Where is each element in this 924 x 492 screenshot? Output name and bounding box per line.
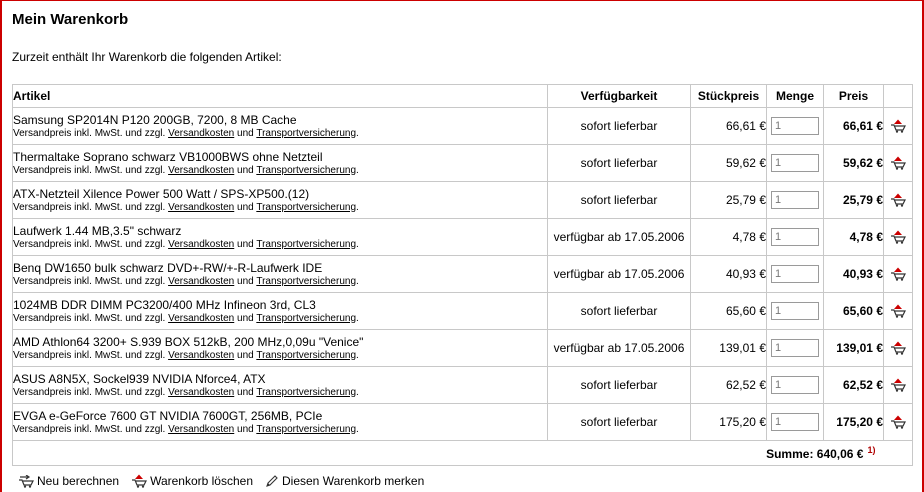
product-name: ASUS A8N5X, Sockel939 NVIDIA Nforce4, ATX <box>13 371 266 386</box>
shipping-suffix: . <box>356 312 359 324</box>
shipping-and: und <box>237 386 254 398</box>
clear-cart-label: Warenkorb löschen <box>150 474 253 488</box>
sum-value: Summe: 640,06 € <box>766 447 864 461</box>
unit-price-cell: 40,93 € <box>691 256 767 293</box>
shipping-note <box>13 423 547 436</box>
article-cell <box>13 182 548 219</box>
shipping-costs-link[interactable]: Versandkosten <box>168 386 235 398</box>
transport-insurance-link[interactable]: Transportversicherung <box>256 349 357 361</box>
shipping-costs-link[interactable]: Versandkosten <box>168 275 235 287</box>
shipping-note <box>13 127 547 140</box>
shipping-note <box>13 164 547 177</box>
remove-from-cart-icon[interactable] <box>890 341 906 355</box>
shipping-prefix: Versandpreis inkl. MwSt. und zzgl. <box>13 386 166 398</box>
quantity-input[interactable] <box>771 154 819 172</box>
article-cell <box>13 330 548 367</box>
header-action <box>884 85 913 108</box>
shipping-suffix: . <box>356 201 359 213</box>
shipping-prefix: Versandpreis inkl. MwSt. und zzgl. <box>13 164 166 176</box>
article-cell <box>13 219 548 256</box>
transport-insurance-link[interactable]: Transportversicherung <box>256 386 357 398</box>
quantity-cell <box>767 182 824 219</box>
remove-cell <box>884 256 913 293</box>
remove-from-cart-icon[interactable] <box>890 267 906 281</box>
sum-footnote: 1) <box>867 445 876 455</box>
header-artikel: Artikel <box>13 85 548 108</box>
header-availability: Verfügbarkeit <box>548 85 691 108</box>
price-cell: 59,62 € <box>824 145 884 182</box>
unit-price-cell: 175,20 € <box>691 404 767 441</box>
header-price: Preis <box>824 85 884 108</box>
product-name: Samsung SP2014N P120 200GB, 7200, 8 MB Cache <box>13 112 297 127</box>
shipping-and: und <box>237 312 254 324</box>
remove-from-cart-icon[interactable] <box>890 193 906 207</box>
quantity-cell <box>767 219 824 256</box>
shipping-costs-link[interactable]: Versandkosten <box>168 238 235 250</box>
shipping-and: und <box>237 349 254 361</box>
quantity-input[interactable] <box>771 339 819 357</box>
remove-cell <box>884 404 913 441</box>
remove-cell <box>884 293 913 330</box>
quantity-cell <box>767 256 824 293</box>
product-name: EVGA e-GeForce 7600 GT NVIDIA 7600GT, 256MB, PCIe <box>13 408 323 423</box>
table-row <box>13 293 913 330</box>
remove-cell <box>884 108 913 145</box>
unit-price-cell: 62,52 € <box>691 367 767 404</box>
cart-actions <box>18 474 424 488</box>
price-cell: 4,78 € <box>824 219 884 256</box>
availability-cell: sofort lieferbar <box>548 367 691 404</box>
unit-price-cell: 139,01 € <box>691 330 767 367</box>
remove-from-cart-icon[interactable] <box>890 378 906 392</box>
price-cell: 175,20 € <box>824 404 884 441</box>
transport-insurance-link[interactable]: Transportversicherung <box>256 423 357 435</box>
cart-header-row <box>13 85 913 108</box>
shipping-prefix: Versandpreis inkl. MwSt. und zzgl. <box>13 127 166 139</box>
shipping-costs-link[interactable]: Versandkosten <box>168 312 235 324</box>
availability-cell: verfügbar ab 17.05.2006 <box>548 219 691 256</box>
transport-insurance-link[interactable]: Transportversicherung <box>256 275 357 287</box>
shipping-costs-link[interactable]: Versandkosten <box>168 349 235 361</box>
price-cell: 66,61 € <box>824 108 884 145</box>
shipping-costs-link[interactable]: Versandkosten <box>168 164 235 176</box>
table-row <box>13 330 913 367</box>
shipping-suffix: . <box>356 275 359 287</box>
article-cell <box>13 108 548 145</box>
product-name: 1024MB DDR DIMM PC3200/400 MHz Infineon 3rd, CL3 <box>13 297 316 312</box>
quantity-cell <box>767 330 824 367</box>
availability-cell: sofort lieferbar <box>548 404 691 441</box>
table-row <box>13 367 913 404</box>
table-row <box>13 108 913 145</box>
availability-cell: sofort lieferbar <box>548 108 691 145</box>
shipping-suffix: . <box>356 164 359 176</box>
shipping-costs-link[interactable]: Versandkosten <box>168 127 235 139</box>
quantity-input[interactable] <box>771 117 819 135</box>
page-title: Mein Warenkorb <box>12 11 129 28</box>
shipping-and: und <box>237 127 254 139</box>
shipping-prefix: Versandpreis inkl. MwSt. und zzgl. <box>13 423 166 435</box>
remove-from-cart-icon[interactable] <box>890 415 906 429</box>
table-row <box>13 219 913 256</box>
product-name: AMD Athlon64 3200+ S.939 BOX 512kB, 200 MHz,0,09u "Venice" <box>13 334 364 349</box>
article-cell <box>13 367 548 404</box>
availability-cell: verfügbar ab 17.05.2006 <box>548 256 691 293</box>
transport-insurance-link[interactable]: Transportversicherung <box>256 238 357 250</box>
shipping-note <box>13 386 547 399</box>
remove-from-cart-icon[interactable] <box>890 304 906 318</box>
shipping-and: und <box>237 423 254 435</box>
sum-row <box>13 441 913 466</box>
article-cell <box>13 293 548 330</box>
product-name: Thermaltake Soprano schwarz VB1000BWS ohne Netzteil <box>13 149 323 164</box>
remove-cell <box>884 219 913 256</box>
quantity-input[interactable] <box>771 265 819 283</box>
recalculate-label: Neu berechnen <box>37 474 120 488</box>
shipping-suffix: . <box>356 127 359 139</box>
table-row <box>13 145 913 182</box>
quantity-cell <box>767 404 824 441</box>
quantity-cell <box>767 145 824 182</box>
window-frame-left <box>0 0 2 492</box>
shipping-note <box>13 312 547 325</box>
clear-cart-button[interactable] <box>131 474 253 488</box>
transport-insurance-link[interactable]: Transportversicherung <box>256 164 357 176</box>
shipping-prefix: Versandpreis inkl. MwSt. und zzgl. <box>13 312 166 324</box>
article-cell <box>13 404 548 441</box>
price-cell: 65,60 € <box>824 293 884 330</box>
shipping-note <box>13 275 547 288</box>
shipping-note <box>13 238 547 251</box>
availability-cell: verfügbar ab 17.05.2006 <box>548 330 691 367</box>
unit-price-cell: 25,79 € <box>691 182 767 219</box>
shipping-suffix: . <box>356 423 359 435</box>
cart-sum <box>13 441 884 466</box>
remove-from-cart-icon[interactable] <box>890 230 906 244</box>
unit-price-cell: 59,62 € <box>691 145 767 182</box>
remove-cell <box>884 367 913 404</box>
availability-cell: sofort lieferbar <box>548 293 691 330</box>
clear-cart-icon <box>131 474 147 488</box>
remove-cell <box>884 182 913 219</box>
quantity-input[interactable] <box>771 302 819 320</box>
quantity-cell <box>767 367 824 404</box>
remove-cell <box>884 145 913 182</box>
article-cell <box>13 145 548 182</box>
cart-table <box>12 84 913 466</box>
transport-insurance-link[interactable]: Transportversicherung <box>256 312 357 324</box>
unit-price-cell: 66,61 € <box>691 108 767 145</box>
cart-intro-text: Zurzeit enthält Ihr Warenkorb die folgenden Artikel: <box>12 50 282 64</box>
recalculate-icon <box>18 475 34 488</box>
shipping-suffix: . <box>356 238 359 250</box>
product-name: Laufwerk 1.44 MB,3.5" schwarz <box>13 223 182 238</box>
remember-cart-button[interactable] <box>265 474 424 488</box>
price-cell: 25,79 € <box>824 182 884 219</box>
product-name: ATX-Netzteil Xilence Power 500 Watt / SPS-XP500.(12) <box>13 186 310 201</box>
shipping-and: und <box>237 201 254 213</box>
article-cell <box>13 256 548 293</box>
shipping-note <box>13 201 547 214</box>
unit-price-cell: 65,60 € <box>691 293 767 330</box>
availability-cell: sofort lieferbar <box>548 182 691 219</box>
shipping-and: und <box>237 275 254 287</box>
shipping-prefix: Versandpreis inkl. MwSt. und zzgl. <box>13 349 166 361</box>
sum-pad <box>884 441 913 466</box>
shipping-costs-link[interactable]: Versandkosten <box>168 201 235 213</box>
shipping-prefix: Versandpreis inkl. MwSt. und zzgl. <box>13 238 166 250</box>
product-name: Benq DW1650 bulk schwarz DVD+-RW/+-R-Laufwerk IDE <box>13 260 323 275</box>
shipping-suffix: . <box>356 386 359 398</box>
quantity-input[interactable] <box>771 376 819 394</box>
transport-insurance-link[interactable]: Transportversicherung <box>256 201 357 213</box>
transport-insurance-link[interactable]: Transportversicherung <box>256 127 357 139</box>
header-unit-price: Stückpreis <box>691 85 767 108</box>
window-frame-top <box>0 0 924 1</box>
remember-cart-label: Diesen Warenkorb merken <box>282 474 425 488</box>
shipping-suffix: . <box>356 349 359 361</box>
pencil-icon <box>265 474 279 488</box>
shipping-costs-link[interactable]: Versandkosten <box>168 423 235 435</box>
price-cell: 62,52 € <box>824 367 884 404</box>
remove-from-cart-icon[interactable] <box>890 119 906 133</box>
quantity-cell <box>767 108 824 145</box>
remove-from-cart-icon[interactable] <box>890 156 906 170</box>
price-cell: 139,01 € <box>824 330 884 367</box>
unit-price-cell: 4,78 € <box>691 219 767 256</box>
table-row <box>13 404 913 441</box>
table-row <box>13 182 913 219</box>
header-quantity: Menge <box>767 85 824 108</box>
shipping-prefix: Versandpreis inkl. MwSt. und zzgl. <box>13 201 166 213</box>
remove-cell <box>884 330 913 367</box>
quantity-input[interactable] <box>771 228 819 246</box>
quantity-cell <box>767 293 824 330</box>
shipping-prefix: Versandpreis inkl. MwSt. und zzgl. <box>13 275 166 287</box>
shipping-and: und <box>237 164 254 176</box>
quantity-input[interactable] <box>771 413 819 431</box>
table-row <box>13 256 913 293</box>
shipping-and: und <box>237 238 254 250</box>
availability-cell: sofort lieferbar <box>548 145 691 182</box>
quantity-input[interactable] <box>771 191 819 209</box>
recalculate-button[interactable] <box>18 474 119 488</box>
shipping-note <box>13 349 547 362</box>
price-cell: 40,93 € <box>824 256 884 293</box>
